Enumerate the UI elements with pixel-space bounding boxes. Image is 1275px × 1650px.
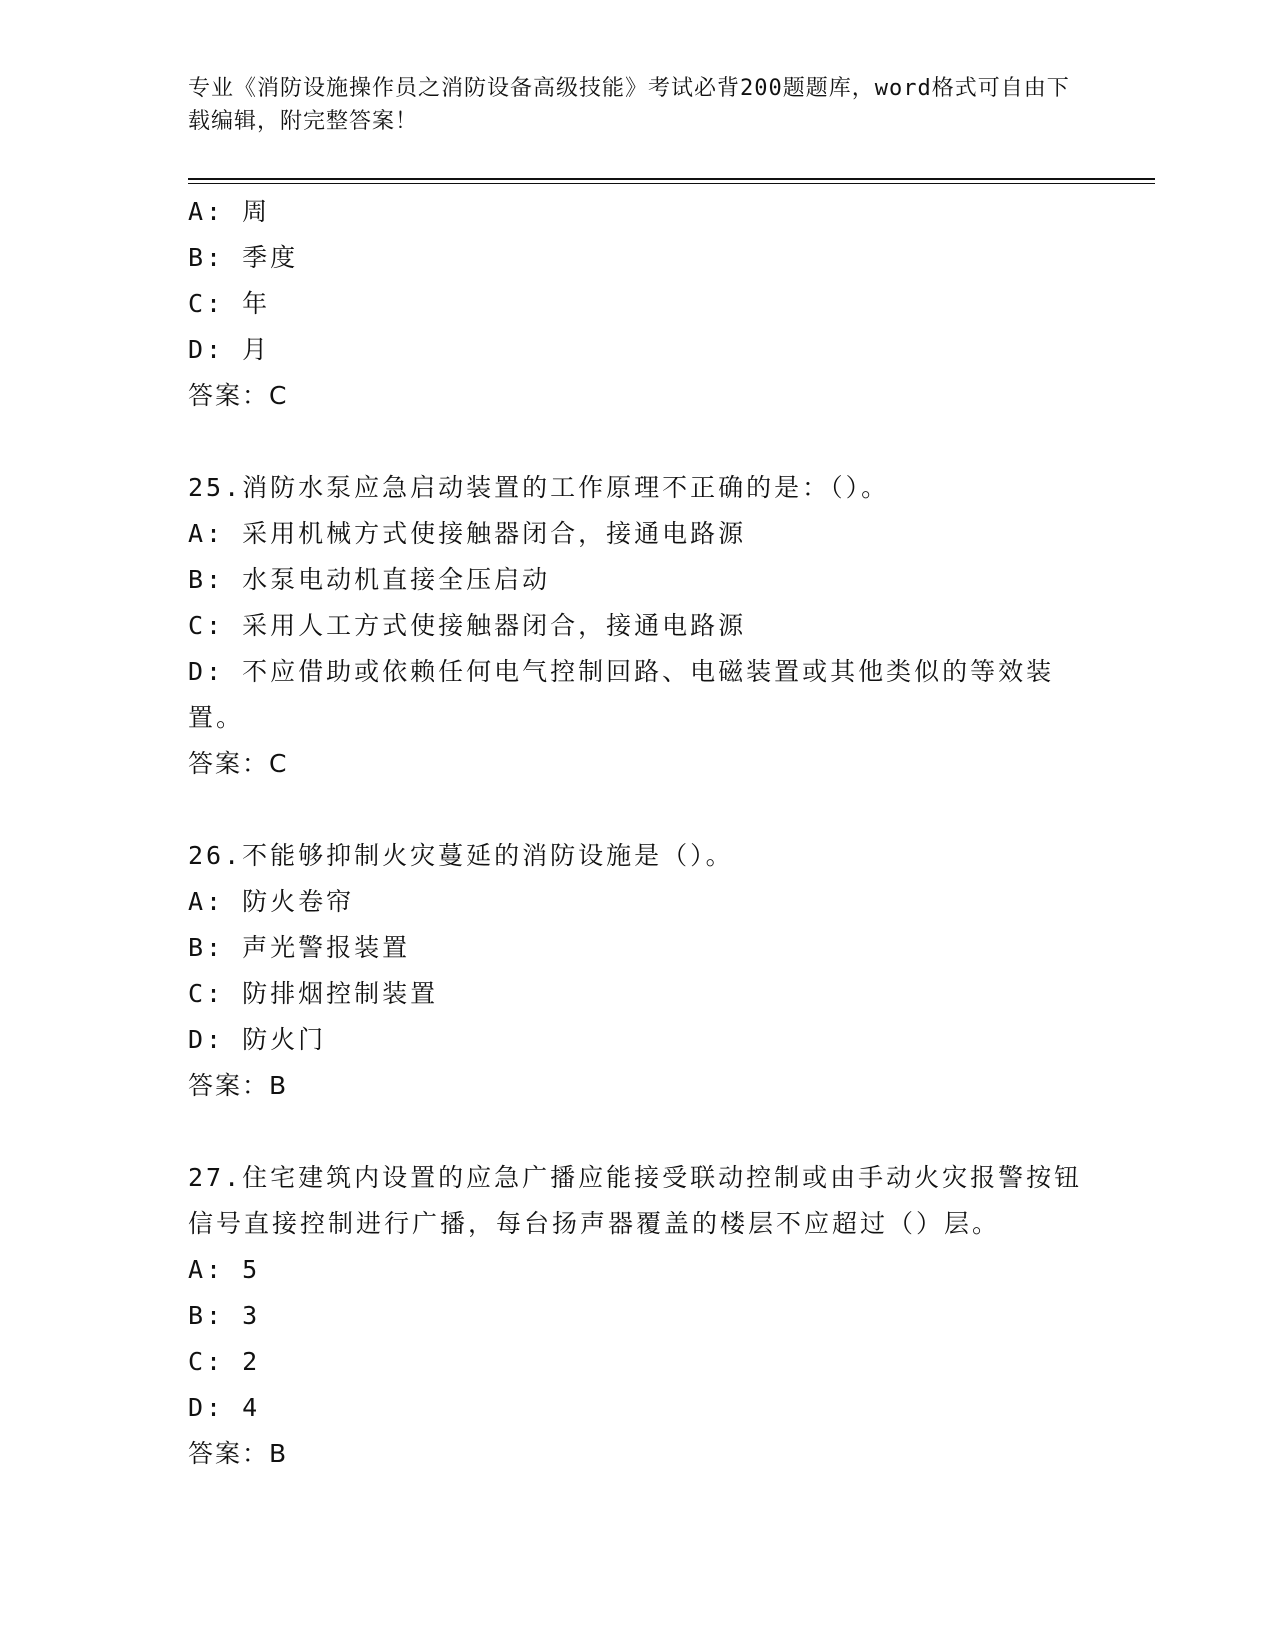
option-a: A: 5 xyxy=(188,1255,261,1284)
option-d: D: 不应借助或依赖任何电气控制回路、电磁装置或其他类似的等效装置。 xyxy=(188,657,1055,732)
document-header: 专业《消防设施操作员之消防设备高级技能》考试必背200题题库，word格式可自由下载编辑，附完整答案！ xyxy=(188,76,1070,134)
option-b: B: 声光警报装置 xyxy=(188,933,411,962)
option-c: C: 采用人工方式使接触器闭合，接通电路源 xyxy=(188,611,747,640)
spacer xyxy=(188,1109,1088,1155)
option-b: B: 水泵电动机直接全压启动 xyxy=(188,565,551,594)
question-list xyxy=(188,189,1088,1477)
answer-line: 答案：C xyxy=(188,381,289,410)
option-d: D: 防火门 xyxy=(188,1025,327,1054)
option-c: C: 防排烟控制装置 xyxy=(188,979,439,1008)
header-rule-thick xyxy=(188,178,1155,180)
question-text: 25.消防水泵应急启动装置的工作原理不正确的是：（）。 xyxy=(188,473,890,502)
answer-line: 答案：B xyxy=(188,1071,289,1100)
question-24-block xyxy=(188,189,1088,419)
option-c: C: 年 xyxy=(188,289,271,318)
question-text: 26.不能够抑制火灾蔓延的消防设施是（）。 xyxy=(188,841,734,870)
answer-line: 答案：B xyxy=(188,1439,289,1468)
question-25-block xyxy=(188,465,1088,787)
option-d: D: 月 xyxy=(188,335,271,364)
option-d: D: 4 xyxy=(188,1393,261,1422)
option-a: A: 周 xyxy=(188,197,271,226)
answer-line: 答案：C xyxy=(188,749,289,778)
question-text: 27.住宅建筑内设置的应急广播应能接受联动控制或由手动火灾报警按钮信号直接控制进行广播，每台扬声器覆盖的楼层不应超过（）层。 xyxy=(188,1163,1083,1238)
spacer xyxy=(188,419,1088,465)
question-27-block xyxy=(188,1155,1088,1477)
option-b: B: 季度 xyxy=(188,243,299,272)
spacer xyxy=(188,787,1088,833)
question-26-block xyxy=(188,833,1088,1109)
option-b: B: 3 xyxy=(188,1301,261,1330)
header-rule-thin xyxy=(188,183,1155,184)
option-a: A: 防火卷帘 xyxy=(188,887,355,916)
option-a: A: 采用机械方式使接触器闭合，接通电路源 xyxy=(188,519,747,548)
option-c: C: 2 xyxy=(188,1347,261,1376)
